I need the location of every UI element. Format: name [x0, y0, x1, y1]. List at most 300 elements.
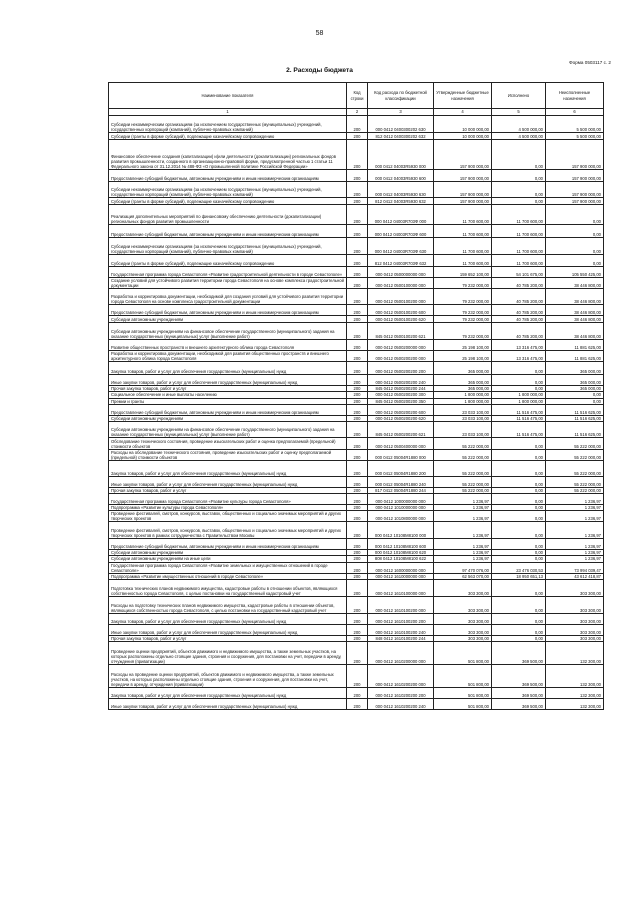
row-line-code: 200	[347, 562, 368, 573]
row-executed: 40 785 200,00	[492, 323, 546, 340]
row-approved: 79 232 000,00	[434, 323, 492, 340]
row-budget-code: 845 0412 0500200200 244	[368, 386, 434, 392]
row-name: Подпрограмма «Развитие имущественных отношений в городе Севастополе»	[109, 573, 347, 579]
header-remaining: Неисполненные назначения	[546, 83, 604, 109]
table-row	[109, 351, 604, 362]
table-row	[109, 170, 604, 182]
row-remaining: 157 900 000,00	[546, 198, 604, 205]
row-budget-code: 000 0412 1610100200 000	[368, 596, 434, 613]
row-approved: 303 300,00	[434, 613, 492, 624]
row-executed: 0,00	[492, 550, 546, 556]
table-row	[109, 573, 604, 579]
row-name: Предоставление субсидий бюджетным, автономным учреждениям и иным некоммерческим организациям	[109, 404, 347, 415]
row-executed: 11 516 475,00	[492, 421, 546, 437]
row-remaining: 132 300,00	[546, 687, 604, 698]
row-remaining: 1 236,97	[546, 556, 604, 562]
table-row	[109, 182, 604, 198]
row-name: Проведение фестивалей, смотров, конкурсов, выставок, общественных и социально значимых мероприятий и других творческих проектов	[109, 511, 347, 522]
table-row	[109, 641, 604, 664]
table-row	[109, 362, 604, 375]
table-row	[109, 511, 604, 522]
row-approved: 55 222 000,00	[434, 449, 492, 460]
row-executed: 1 800 000,00	[492, 392, 546, 398]
row-line-code: 200	[347, 664, 368, 687]
table-row	[109, 404, 604, 415]
table-row	[109, 238, 604, 255]
row-approved: 157 900 000,00	[434, 198, 492, 205]
table-row	[109, 392, 604, 398]
row-line-code: 200	[347, 238, 368, 255]
row-remaining: 365 000,00	[546, 375, 604, 386]
row-name: Прочая закупка товаров, работ и услуг	[109, 635, 347, 641]
row-line-code: 200	[347, 375, 368, 386]
row-remaining: 303 300,00	[546, 596, 604, 613]
row-approved: 1 236,97	[434, 505, 492, 511]
row-line-code: 200	[347, 698, 368, 709]
row-remaining: 105 550 425,00	[546, 267, 604, 278]
row-line-code: 200	[347, 449, 368, 460]
row-budget-code: 000 0412 0500200200 600	[368, 404, 434, 415]
row-name: Подпрограмма «Развитие культуры города Севастополя»	[109, 505, 347, 511]
row-executed: 11 516 475,00	[492, 404, 546, 415]
table-row	[109, 140, 604, 170]
row-line-code: 200	[347, 198, 368, 205]
row-line-code: 200	[347, 340, 368, 351]
row-remaining: 1 236,97	[546, 550, 604, 556]
row-executed: 0,00	[492, 635, 546, 641]
row-executed: 0,00	[492, 170, 546, 182]
row-line-code: 200	[347, 505, 368, 511]
row-line-code: 200	[347, 596, 368, 613]
row-approved: 1 236,97	[434, 511, 492, 522]
row-executed: 54 101 675,00	[492, 267, 546, 278]
row-remaining: 157 900 000,00	[546, 140, 604, 170]
table-row	[109, 415, 604, 421]
row-remaining: 1 236,97	[546, 511, 604, 522]
row-approved: 365 000,00	[434, 375, 492, 386]
row-line-code: 200	[347, 267, 368, 278]
row-executed: 13 316 475,00	[492, 351, 546, 362]
row-name: Закупка товаров, работ и услуг для обеспечения государственных (муниципальных) нужд	[109, 687, 347, 698]
budget-expenses-table	[108, 82, 604, 710]
table-row	[109, 289, 604, 305]
row-executed: 0,00	[492, 613, 546, 624]
row-line-code: 200	[347, 437, 368, 449]
row-line-code: 200	[347, 494, 368, 505]
table-row	[109, 437, 604, 449]
row-name: Закупка товаров, работ и услуг для обеспечения государственных (муниципальных) нужд	[109, 460, 347, 476]
row-approved: 1 800 000,00	[434, 392, 492, 398]
row-line-code: 200	[347, 140, 368, 170]
row-remaining: 0,00	[546, 225, 604, 238]
row-budget-code: 000 0412 0500100200 600	[368, 305, 434, 316]
table-row	[109, 225, 604, 238]
row-executed: 0,00	[492, 460, 546, 476]
row-name: Финансовое обеспечение создания (капитализации) и(или деятельности (докапитализации) региональных фондов развития промышленности, созданного в организационно-правовой форме, предусмотренной частью 1 статьи 11 Федерального закона от 31.12.2014 № 488-ФЗ «О промышленной политике Российской Федерации»	[109, 140, 347, 170]
row-remaining: 11 881 625,00	[546, 351, 604, 362]
row-name: Расходы на обследование технического состояния, проведение изыскательских работ и оценку предполагаемой (предельной) стоимости объектов	[109, 449, 347, 460]
row-executed: 1 800 000,00	[492, 398, 546, 404]
row-remaining: 303 300,00	[546, 635, 604, 641]
row-name: Разработка и корректировка документации, необходимой для создания условий для устойчивого развития территории города Севастополя на основе комплекса градостроительной документации	[109, 289, 347, 305]
row-approved: 303 300,00	[434, 596, 492, 613]
row-line-code: 200	[347, 539, 368, 550]
row-line-code: 200	[347, 573, 368, 579]
row-executed: 369 500,00	[492, 698, 546, 709]
row-remaining: 38 446 800,00	[546, 323, 604, 340]
row-approved: 303 300,00	[434, 579, 492, 596]
row-line-code: 200	[347, 476, 368, 487]
row-approved: 501 800,00	[434, 698, 492, 709]
row-remaining: 1 236,97	[546, 522, 604, 539]
row-remaining: 38 446 800,00	[546, 305, 604, 316]
row-name: Субсидии автономным учреждениям	[109, 316, 347, 323]
row-remaining: 1 236,97	[546, 539, 604, 550]
row-budget-code: 000 0412 0500200200 000	[368, 351, 434, 362]
row-executed: 11 516 475,00	[492, 415, 546, 421]
column-number: 3	[368, 109, 434, 116]
row-line-code: 200	[347, 687, 368, 698]
row-executed: 0,00	[492, 596, 546, 613]
row-budget-code: 000 0412 05004R1880 200	[368, 460, 434, 476]
row-executed: 0,00	[492, 362, 546, 375]
row-approved: 501 800,00	[434, 687, 492, 698]
row-name: Обследование технического состояния, проведение изыскательских работ и оценка предполагаемой (предельной) стоимости объектов	[109, 437, 347, 449]
column-number: 4	[434, 109, 492, 116]
row-budget-code: 000 0412 1610100200 240	[368, 624, 434, 635]
table-row	[109, 340, 604, 351]
row-budget-code: 845 0412 0500100200 621	[368, 323, 434, 340]
row-executed: 0,00	[492, 511, 546, 522]
row-budget-code: 000 0412 0500200200 620	[368, 415, 434, 421]
row-approved: 23 033 100,00	[434, 421, 492, 437]
row-line-code: 200	[347, 398, 368, 404]
row-executed: 40 785 200,00	[492, 316, 546, 323]
section-title: 2. Расходы бюджета	[286, 67, 353, 74]
table-row	[109, 494, 604, 505]
row-name: Расходы на подготовку технических планов недвижимого имущества, кадастровые работы в отношении объектов, являющихся собственностью города Севастополя, с целью постановки на государственный кадастровый учет	[109, 596, 347, 613]
row-executed: 0,00	[492, 556, 546, 562]
table-row	[109, 278, 604, 289]
table-row	[109, 198, 604, 205]
table-row	[109, 133, 604, 140]
row-executed: 0,00	[492, 522, 546, 539]
row-line-code: 200	[347, 316, 368, 323]
table-row	[109, 613, 604, 624]
table-row	[109, 624, 604, 635]
table-row	[109, 539, 604, 550]
row-executed: 0,00	[492, 198, 546, 205]
row-remaining: 38 446 800,00	[546, 316, 604, 323]
row-remaining: 38 446 800,00	[546, 278, 604, 289]
row-line-code: 200	[347, 641, 368, 664]
table-row	[109, 579, 604, 596]
column-number-row	[109, 109, 604, 116]
column-number: 2	[347, 109, 368, 116]
table-row	[109, 205, 604, 225]
row-executed: 0,00	[492, 375, 546, 386]
row-budget-code: 000 0412 0500200200 240	[368, 375, 434, 386]
row-approved: 1 236,97	[434, 494, 492, 505]
row-budget-code: 000 0412 10108M8100 000	[368, 522, 434, 539]
row-name: Субсидии некоммерческим организациям (за исключением государственных (муниципальных) учреждений, государственных корпораций (компаний), публично-правовых компаний)	[109, 116, 347, 133]
row-line-code: 200	[347, 351, 368, 362]
row-budget-code: 845 0412 0500200200 621	[368, 421, 434, 437]
row-budget-code: 000 0412 1010000000 000	[368, 505, 434, 511]
row-remaining: 303 300,00	[546, 624, 604, 635]
row-approved: 79 232 000,00	[434, 278, 492, 289]
row-budget-code: 000 0412 0500200200 200	[368, 362, 434, 375]
row-budget-code: 000 0412 1610200200 200	[368, 687, 434, 698]
row-budget-code: 000 0412 0500100000 000	[368, 278, 434, 289]
row-name: Проведение фестивалей, смотров, конкурсов, выставок, общественных и социально значимых мероприятий и других творческих проектов в рамках сотрудничества с Правительством Москвы	[109, 522, 347, 539]
row-budget-code: 000 0412 10108M8100 600	[368, 539, 434, 550]
row-remaining: 132 300,00	[546, 664, 604, 687]
row-name: Иные закупки товаров, работ и услуг для обеспечения государственных (муниципальных) нужд	[109, 624, 347, 635]
row-name: Разработка и корректировка документации, необходимой для развития общественных пространств и внешнего архитектурного облика города Севастополя	[109, 351, 347, 362]
row-name: Субсидии некоммерческим организациям (за исключением государственных (муниципальных) учреждений, государственных корпораций (компаний), публично-правовых компаний)	[109, 238, 347, 255]
row-budget-code: 000 0412 0500100200 620	[368, 316, 434, 323]
row-name: Субсидии (гранты в форме субсидий), подлежащие казначейскому сопровождению	[109, 255, 347, 267]
row-budget-code: 000 0412 0500100200 000	[368, 289, 434, 305]
row-remaining: 38 446 800,00	[546, 289, 604, 305]
table-row	[109, 460, 604, 476]
row-name: Закупка товаров, работ и услуг для обеспечения государственных (муниципальных) нужд	[109, 613, 347, 624]
row-executed: 369 500,00	[492, 641, 546, 664]
row-remaining: 132 300,00	[546, 698, 604, 709]
row-executed: 0,00	[492, 140, 546, 170]
row-name: Премии и гранты	[109, 398, 347, 404]
row-line-code: 200	[347, 404, 368, 415]
row-budget-code: 000 0412 04003R5930 000	[368, 140, 434, 170]
row-approved: 501 800,00	[434, 664, 492, 687]
table-row	[109, 267, 604, 278]
row-budget-code: 000 0412 0500000000 000	[368, 267, 434, 278]
row-name: Субсидии некоммерческим организациям (за исключением государственных (муниципальных) учреждений, государственных корпораций (компаний), публично-правовых компаний)	[109, 182, 347, 198]
row-name: Субсидии (гранты в форме субсидий), подлежащие казначейскому сопровождению	[109, 198, 347, 205]
row-executed: 4 500 000,00	[492, 116, 546, 133]
row-budget-code: 000 0412 1610200200 000	[368, 664, 434, 687]
row-approved: 55 222 000,00	[434, 437, 492, 449]
row-executed: 0,00	[492, 437, 546, 449]
row-remaining: 1 236,97	[546, 505, 604, 511]
row-budget-code: 812 0412 04003R703Ф 632	[368, 255, 434, 267]
row-budget-code: 812 0412 04003R5930 632	[368, 198, 434, 205]
header-line-code: Код строки	[347, 83, 368, 109]
row-executed: 11 700 600,00	[492, 205, 546, 225]
row-budget-code: 000 0412 1610100000 000	[368, 579, 434, 596]
table-row	[109, 305, 604, 316]
row-executed: 40 785 200,00	[492, 305, 546, 316]
row-approved: 55 222 000,00	[434, 476, 492, 487]
row-budget-code: 000 0412 04003R703Ф 000	[368, 205, 434, 225]
row-remaining: 132 300,00	[546, 641, 604, 664]
row-name: Развитие общественных пространств и внешнего архитектурного облика города Севастополя	[109, 340, 347, 351]
row-approved: 62 563 070,00	[434, 573, 492, 579]
row-approved: 79 232 000,00	[434, 305, 492, 316]
row-name: Государственная программа города Севастополя «Развитие градостроительной деятельности в городе Севастополе»	[109, 267, 347, 278]
row-approved: 55 222 000,00	[434, 487, 492, 493]
row-executed: 40 785 200,00	[492, 278, 546, 289]
row-line-code: 200	[347, 579, 368, 596]
table-row	[109, 698, 604, 709]
row-line-code: 200	[347, 278, 368, 289]
row-budget-code: 000 0412 0500400000 000	[368, 437, 434, 449]
page-number: 58	[315, 30, 324, 37]
row-remaining: 43 612 418,87	[546, 573, 604, 579]
column-number: 1	[109, 109, 347, 116]
row-executed: 0,00	[492, 624, 546, 635]
row-budget-code: 808 0412 10108M8100 622	[368, 556, 434, 562]
row-line-code: 200	[347, 255, 368, 267]
row-name: Государственная программа города Севастополя «Развитие культуры города Севастополя»	[109, 494, 347, 505]
row-name: Иные закупки товаров, работ и услуг для обеспечения государственных (муниципальных) нужд	[109, 698, 347, 709]
row-name: Закупка товаров, работ и услуг для обеспечения государственных (муниципальных) нужд	[109, 362, 347, 375]
row-approved: 79 232 000,00	[434, 289, 492, 305]
row-line-code: 200	[347, 225, 368, 238]
row-budget-code: 848 0412 1610100200 244	[368, 635, 434, 641]
row-approved: 1 236,97	[434, 522, 492, 539]
row-executed: 0,00	[492, 449, 546, 460]
row-approved: 11 700 600,00	[434, 255, 492, 267]
row-line-code: 200	[347, 386, 368, 392]
row-name: Предоставление субсидий бюджетным, автономным учреждениям и иным некоммерческим организациям	[109, 539, 347, 550]
row-executed: 0,00	[492, 539, 546, 550]
row-approved: 1 236,97	[434, 556, 492, 562]
row-budget-code: 000 0412 05004R1880 240	[368, 476, 434, 487]
row-budget-code: 000 0412 1610200200 240	[368, 698, 434, 709]
row-remaining: 0,00	[546, 255, 604, 267]
row-budget-code: 000 0412 0500200000 000	[368, 340, 434, 351]
row-name: Субсидии (гранты в форме субсидий), подлежащие казначейскому сопровождению	[109, 133, 347, 140]
row-budget-code: 817 0412 05004R1880 244	[368, 487, 434, 493]
row-remaining: 365 000,00	[546, 386, 604, 392]
row-line-code: 200	[347, 170, 368, 182]
row-executed: 0,00	[492, 494, 546, 505]
row-budget-code: 000 0412 10108M8100 620	[368, 550, 434, 556]
row-line-code: 200	[347, 205, 368, 225]
row-approved: 157 900 000,00	[434, 140, 492, 170]
row-executed: 369 500,00	[492, 664, 546, 687]
row-executed: 23 476 030,53	[492, 562, 546, 573]
table-row	[109, 687, 604, 698]
row-name: Расходы на проведение оценки предприятий, объектов движимого и недвижимого имущества, а также земельных участков, на которых расположены отдельно стоящие здания, строения и сооружения, для постановки на учет, передачи в аренду, отчуждения (приватизации)	[109, 664, 347, 687]
row-remaining: 11 516 625,00	[546, 404, 604, 415]
row-budget-code: 000 0412 1610100200 200	[368, 613, 434, 624]
header-indicator-name: Наименование показателя	[109, 83, 347, 109]
header-budget-code: Код расхода по бюджетной классификации	[368, 83, 434, 109]
row-name: Создание условий для устойчивого развития территории города Севастополя на основе комплекса градостроительной документации	[109, 278, 347, 289]
row-approved: 11 700 600,00	[434, 238, 492, 255]
header-approved: Утвержденные бюджетные назначения	[434, 83, 492, 109]
row-approved: 79 232 000,00	[434, 316, 492, 323]
row-executed: 0,00	[492, 386, 546, 392]
table-row	[109, 562, 604, 573]
row-executed: 40 785 200,00	[492, 289, 546, 305]
row-executed: 11 700 600,00	[492, 255, 546, 267]
row-line-code: 200	[347, 133, 368, 140]
row-remaining: 365 000,00	[546, 362, 604, 375]
row-name: Субсидии автономным учреждениям на иные цели	[109, 556, 347, 562]
row-line-code: 200	[347, 182, 368, 198]
row-remaining: 303 300,00	[546, 579, 604, 596]
row-name: Предоставление субсидий бюджетным, автономным учреждениям и иным некоммерческим организациям	[109, 225, 347, 238]
row-executed: 0,00	[492, 182, 546, 198]
row-remaining: 5 500 000,00	[546, 116, 604, 133]
table-row	[109, 323, 604, 340]
row-line-code: 200	[347, 522, 368, 539]
row-approved: 157 900 000,00	[434, 170, 492, 182]
row-remaining: 0,00	[546, 392, 604, 398]
table-row	[109, 255, 604, 267]
table-header-row	[109, 83, 604, 109]
row-budget-code: 000 0412 05004R1880 000	[368, 449, 434, 460]
row-name: Проведение оценки предприятий, объектов движимого и недвижимого имущества, а также земельных участков, на которых расположены отдельно стоящие здания, строения и сооружения, для постановки на учет, передачи в аренду, отчуждения (приватизации)	[109, 641, 347, 664]
row-approved: 159 652 100,00	[434, 267, 492, 278]
column-number: 5	[492, 109, 546, 116]
row-line-code: 200	[347, 323, 368, 340]
row-line-code: 200	[347, 556, 368, 562]
row-line-code: 200	[347, 635, 368, 641]
row-name: Предоставление субсидий бюджетным, автономным учреждениям и иным некоммерческим организациям	[109, 170, 347, 182]
row-line-code: 200	[347, 392, 368, 398]
row-line-code: 200	[347, 362, 368, 375]
row-remaining: 11 881 625,00	[546, 340, 604, 351]
row-line-code: 200	[347, 624, 368, 635]
row-line-code: 200	[347, 487, 368, 493]
row-approved: 501 800,00	[434, 641, 492, 664]
row-budget-code: 000 0412 0500200200 300	[368, 392, 434, 398]
row-budget-code: 000 0412 1610000000 000	[368, 573, 434, 579]
row-approved: 23 033 100,00	[434, 415, 492, 421]
header-executed: Исполнено	[492, 83, 546, 109]
row-budget-code: 000 0412 1000000000 000	[368, 494, 434, 505]
row-budget-code: 000 0412 04003R5930 600	[368, 170, 434, 182]
row-executed: 11 700 600,00	[492, 238, 546, 255]
row-name: Социальное обеспечение и иные выплаты населению	[109, 392, 347, 398]
row-budget-code: 000 0412 1610200000 000	[368, 641, 434, 664]
row-line-code: 200	[347, 305, 368, 316]
row-line-code: 200	[347, 511, 368, 522]
row-line-code: 200	[347, 613, 368, 624]
row-name: Предоставление субсидий бюджетным, автономным учреждениям и иным некоммерческим организациям	[109, 305, 347, 316]
row-approved: 303 300,00	[434, 624, 492, 635]
table-row	[109, 375, 604, 386]
row-budget-code: 000 0412 1600000000 000	[368, 562, 434, 573]
row-approved: 10 000 000,00	[434, 116, 492, 133]
row-executed: 18 950 651,13	[492, 573, 546, 579]
row-remaining: 157 900 000,00	[546, 170, 604, 182]
row-line-code: 200	[347, 116, 368, 133]
row-name: Иные закупки товаров, работ и услуг для обеспечения государственных (муниципальных) нужд	[109, 375, 347, 386]
row-line-code: 200	[347, 421, 368, 437]
row-approved: 1 236,97	[434, 550, 492, 556]
row-executed: 369 500,00	[492, 687, 546, 698]
form-label: Форма 0503117 с. 2	[569, 60, 611, 65]
row-line-code: 200	[347, 550, 368, 556]
row-name: Субсидии автономным учреждениям на финансовое обеспечение государственного (муниципального) задания на оказание государственных (муниципальных) услуг (выполнение работ)	[109, 323, 347, 340]
row-approved: 11 700 600,00	[434, 225, 492, 238]
row-remaining: 55 222 000,00	[546, 449, 604, 460]
row-name: Субсидии автономным учреждениям	[109, 550, 347, 556]
row-executed: 0,00	[492, 579, 546, 596]
row-name: Иные закупки товаров, работ и услуг для обеспечения государственных (муниципальных) нужд	[109, 476, 347, 487]
row-remaining: 0,00	[546, 238, 604, 255]
row-remaining: 11 516 625,00	[546, 415, 604, 421]
row-remaining: 0,00	[546, 398, 604, 404]
row-executed: 4 500 000,00	[492, 133, 546, 140]
row-budget-code: 812 0412 0400300202 632	[368, 133, 434, 140]
